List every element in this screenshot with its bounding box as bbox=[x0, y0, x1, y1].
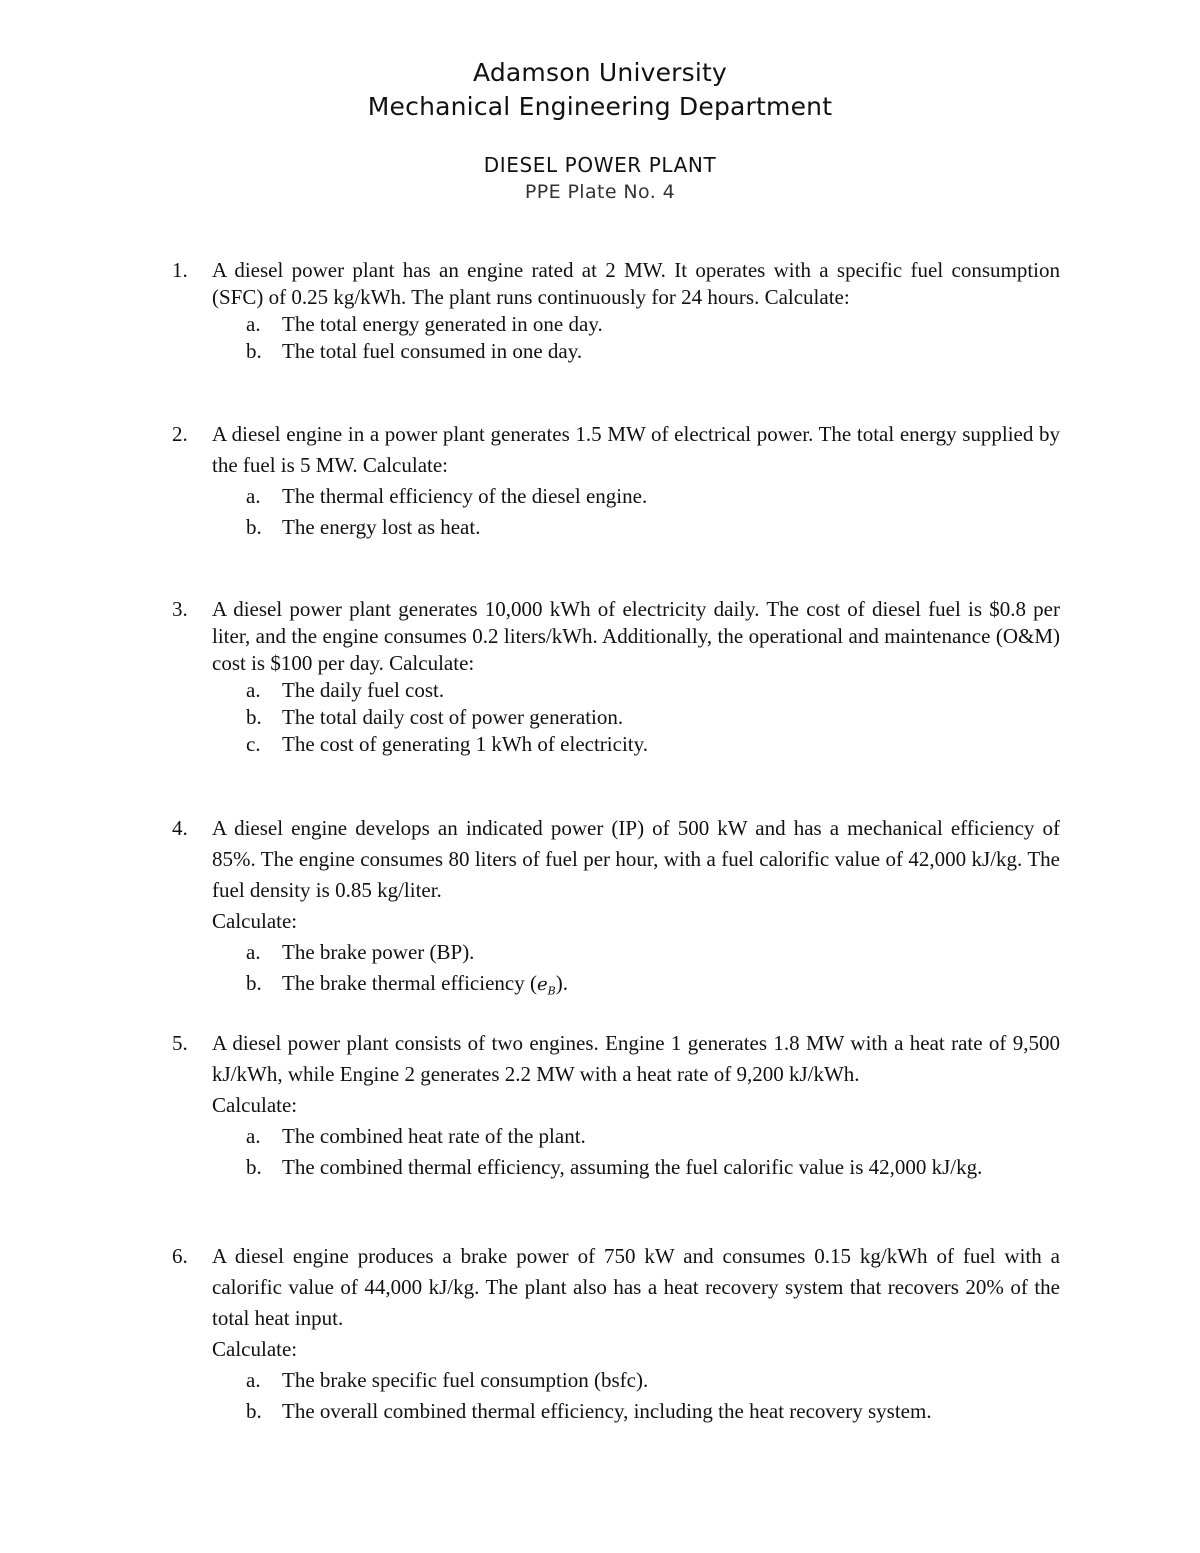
sub-question-letter: b. bbox=[246, 515, 262, 539]
sub-question-text bbox=[282, 968, 1060, 1007]
sub-question-text: The brake specific fuel consumption (bsfc). bbox=[282, 1368, 649, 1392]
sub-question-letter: b. bbox=[246, 1155, 262, 1179]
sub-question-letter: a. bbox=[246, 1368, 261, 1392]
sub-question-list bbox=[212, 311, 1060, 365]
sub-question bbox=[172, 1121, 1060, 1152]
department-name: Mechanical Engineering Department bbox=[367, 92, 833, 121]
efficiency-symbol bbox=[536, 974, 556, 998]
sub-question-list bbox=[212, 677, 1060, 758]
problem-stem: A diesel power plant consists of two engines. Engine 1 generates 1.8 MW with a heat rate of 9,500 kJ/kWh, while Engine 2 generates 2.2 MW with a heat rate of 9,200 kJ/kWh. bbox=[212, 1031, 1060, 1086]
calculate-label: Calculate: bbox=[212, 1093, 298, 1117]
problem-number: 6. bbox=[172, 1244, 188, 1268]
problem-number: 4. bbox=[172, 816, 188, 840]
efficiency-symbol-subscript: B bbox=[547, 984, 556, 998]
sub-question-letter: a. bbox=[246, 940, 261, 964]
sub-question bbox=[172, 677, 1060, 704]
sub-question-letter: b. bbox=[246, 1399, 262, 1423]
efficiency-symbol-base: e bbox=[536, 974, 548, 995]
sub-question-list bbox=[212, 481, 1060, 543]
problem-6 bbox=[172, 1241, 1060, 1427]
problem-3 bbox=[172, 596, 1060, 758]
sub-question bbox=[172, 937, 1060, 968]
sub-question-letter: a. bbox=[246, 312, 261, 336]
sub-question bbox=[172, 512, 1060, 543]
sub-question-list bbox=[212, 937, 1060, 1007]
sub-question-text: The energy lost as heat. bbox=[282, 515, 481, 539]
problem-number: 3. bbox=[172, 597, 188, 621]
sub-question bbox=[172, 704, 1060, 731]
sub-question-letter: a. bbox=[246, 484, 261, 508]
sub-question-letter: b. bbox=[246, 971, 262, 995]
sub-question-text: The total fuel consumed in one day. bbox=[282, 339, 583, 363]
sub-question-letter: b. bbox=[246, 339, 262, 363]
sub-question-text: The daily fuel cost. bbox=[282, 678, 445, 702]
sub-question bbox=[172, 1152, 1060, 1183]
problem-4 bbox=[172, 813, 1060, 1007]
sub-question bbox=[172, 338, 1060, 365]
problem-1 bbox=[172, 257, 1060, 365]
university-name: Adamson University bbox=[472, 58, 728, 87]
problem-stem: A diesel power plant generates 10,000 kWh of electricity daily. The cost of diesel fuel is $0.8 per liter, and the engine consumes 0.2 liters/kWh. Additionally, the operational and maintenance (O&M) cost is $100 per day. Calculate: bbox=[212, 597, 1060, 675]
sub-question bbox=[172, 1396, 1060, 1427]
calculate-label: Calculate: bbox=[212, 909, 298, 933]
sub-question-text: The combined thermal efficiency, assuming the fuel calorific value is 42,000 kJ/kg. bbox=[282, 1155, 983, 1179]
sub-question-list bbox=[212, 1365, 1060, 1427]
problem-stem: A diesel engine produces a brake power of 750 kW and consumes 0.15 kg/kWh of fuel with a calorific value of 44,000 kJ/kg. The plant also has a heat recovery system that recovers 20% of the total heat input. bbox=[212, 1244, 1060, 1330]
sub-question bbox=[172, 968, 1060, 1007]
sub-question bbox=[172, 311, 1060, 338]
sub-question-text: The cost of generating 1 kWh of electricity. bbox=[282, 732, 648, 756]
problem-number: 2. bbox=[172, 422, 188, 446]
sub-question-letter: a. bbox=[246, 1124, 261, 1148]
sub-question-letter: c. bbox=[246, 732, 261, 756]
sub-question-text: The brake power (BP). bbox=[282, 940, 475, 964]
problem-number: 5. bbox=[172, 1031, 188, 1055]
sub-question-text: The total energy generated in one day. bbox=[282, 312, 603, 336]
sub-question-text: The overall combined thermal efficiency, including the heat recovery system. bbox=[282, 1399, 932, 1423]
sub-question-letter: b. bbox=[246, 705, 262, 729]
problem-5 bbox=[172, 1028, 1060, 1183]
sub-question-letter: a. bbox=[246, 678, 261, 702]
problem-stem: A diesel engine develops an indicated power (IP) of 500 kW and has a mechanical efficiency of 85%. The engine consumes 80 liters of fuel per hour, with a fuel calorific value of 42,000 kJ/kg. The fuel density is 0.85 kg/liter. bbox=[212, 816, 1060, 902]
sub-question-text: The thermal efficiency of the diesel engine. bbox=[282, 484, 648, 508]
sub-question-text-after: ). bbox=[555, 971, 568, 995]
calculate-label: Calculate: bbox=[212, 1337, 298, 1361]
sub-question bbox=[172, 1365, 1060, 1396]
problem-stem: A diesel engine in a power plant generates 1.5 MW of electrical power. The total energy supplied by the fuel is 5 MW. Calculate: bbox=[212, 422, 1060, 477]
sub-question bbox=[172, 481, 1060, 512]
plate-number: PPE Plate No. 4 bbox=[524, 181, 676, 203]
sub-question-text: The total daily cost of power generation. bbox=[282, 705, 624, 729]
sub-question-text: The combined heat rate of the plant. bbox=[282, 1124, 586, 1148]
problem-2 bbox=[172, 419, 1060, 543]
sub-question bbox=[172, 731, 1060, 758]
problem-stem: A diesel power plant has an engine rated at 2 MW. It operates with a specific fuel consumption (SFC) of 0.25 kg/kWh. The plant runs continuously for 24 hours. Calculate: bbox=[212, 258, 1060, 309]
sub-question-text-before: The brake thermal efficiency ( bbox=[282, 971, 537, 995]
problem-number: 1. bbox=[172, 258, 188, 282]
sub-question-list bbox=[212, 1121, 1060, 1183]
document-title: DIESEL POWER PLANT bbox=[483, 153, 717, 177]
